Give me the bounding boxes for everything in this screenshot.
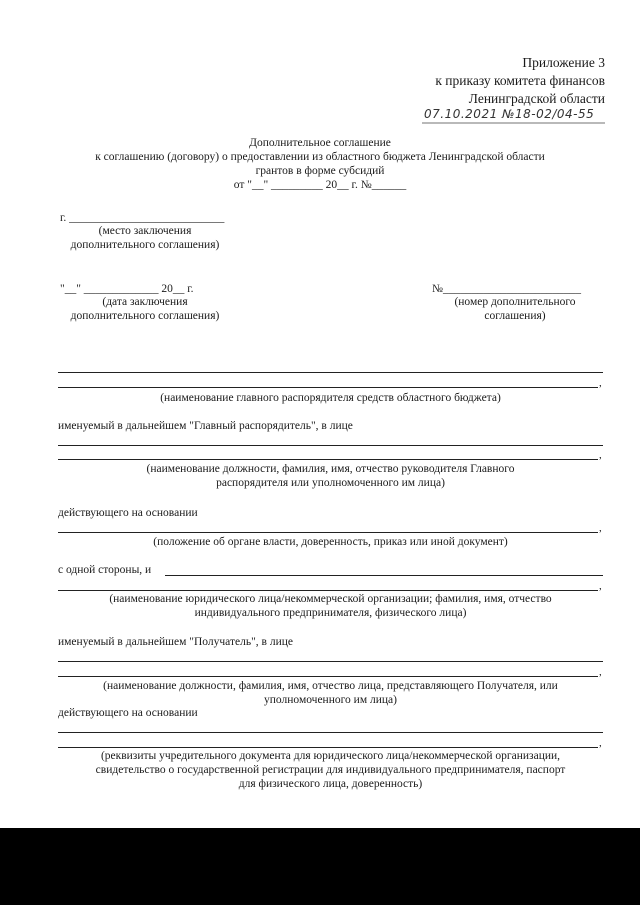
main-distributor-named: именуемый в дальнейшем "Главный распорядитель", в лице	[58, 420, 353, 432]
docs-caption-2: свидетельство о государственной регистрации для индивидуального предпринимателя, паспорт	[95, 764, 566, 776]
title-line-2: к соглашению (договору) о предоставлении из областного бюджета Ленинградской области	[95, 151, 545, 163]
place-caption-2: дополнительного соглашения)	[70, 239, 220, 251]
region-name: Ленинградской области	[468, 91, 605, 106]
comma: ,	[599, 377, 602, 389]
comma: ,	[599, 449, 602, 461]
scan-border	[0, 828, 640, 905]
acting-basis-label-2: действующего на основании	[58, 707, 198, 719]
recipient-caption-2: индивидуального предпринимателя, физического лица)	[194, 607, 467, 619]
acting-basis-label: действующего на основании	[58, 507, 198, 519]
main-head-caption-2: распорядителя или уполномоченного им лица)	[216, 477, 445, 489]
comma: ,	[599, 522, 602, 534]
comma: ,	[599, 737, 602, 749]
one-side-label: с одной стороны, и	[58, 564, 152, 576]
title-line-4: от "__" _________ 20__ г. №______	[233, 179, 407, 191]
place-field: г. ___________________________	[60, 212, 225, 224]
blank-line	[58, 387, 598, 388]
blank-line	[58, 532, 598, 533]
blank-line	[58, 372, 603, 373]
handwritten-date-signature: 07.10.2021 №18-02/04-55	[424, 107, 595, 121]
title-line-1: Дополнительное соглашение	[249, 137, 391, 149]
blank-line	[58, 676, 598, 677]
order-reference: к приказу комитета финансов	[435, 73, 605, 88]
blank-line	[58, 661, 603, 662]
docs-caption-3: для физического лица, доверенность)	[238, 778, 423, 790]
number-field: №________________________	[432, 283, 581, 295]
recipient-named: именуемый в дальнейшем "Получатель", в лице	[58, 636, 293, 648]
number-caption-2: соглашения)	[484, 310, 546, 322]
blank-line	[58, 459, 598, 460]
comma: ,	[599, 580, 602, 592]
blank-line	[58, 747, 598, 748]
date-field: "__" _____________ 20__ г.	[60, 283, 194, 295]
main-distributor-caption: (наименование главного распорядителя средств областного бюджета)	[160, 392, 501, 404]
main-head-caption-1: (наименование должности, фамилия, имя, отчество руководителя Главного	[146, 463, 515, 475]
recipient-caption-1: (наименование юридического лица/некоммерческой организации; фамилия, имя, отчество	[109, 593, 552, 605]
date-caption-2: дополнительного соглашения)	[70, 310, 220, 322]
blank-line	[165, 575, 603, 576]
appendix-number: Приложение 3	[522, 55, 605, 70]
basis-caption: (положение об органе власти, доверенность, приказ или иной документ)	[153, 536, 508, 548]
number-caption-1: (номер дополнительного	[454, 296, 576, 308]
recipient-head-caption-2: уполномоченного им лица)	[264, 694, 397, 706]
blank-line	[58, 445, 603, 446]
blank-line	[58, 590, 598, 591]
blank-line	[58, 732, 603, 733]
date-caption-1: (дата заключения	[102, 296, 188, 308]
recipient-head-caption-1: (наименование должности, фамилия, имя, отчество лица, представляющего Получателя, или	[103, 680, 558, 692]
place-caption-1: (место заключения	[98, 225, 192, 237]
title-line-3: грантов в форме субсидий	[255, 165, 385, 177]
docs-caption-1: (реквизиты учредительного документа для юридического лица/некоммерческой организации,	[100, 750, 561, 762]
comma: ,	[599, 666, 602, 678]
